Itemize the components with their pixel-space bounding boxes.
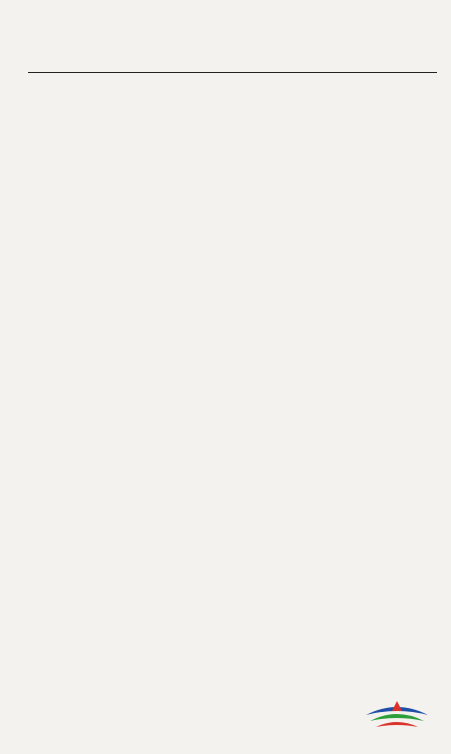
publisher-logo-icon [362, 693, 432, 737]
header-rule [28, 72, 437, 73]
logo-red-swoosh [376, 722, 418, 727]
logo-red-peak [392, 701, 402, 711]
logo-green-swoosh [370, 714, 424, 721]
